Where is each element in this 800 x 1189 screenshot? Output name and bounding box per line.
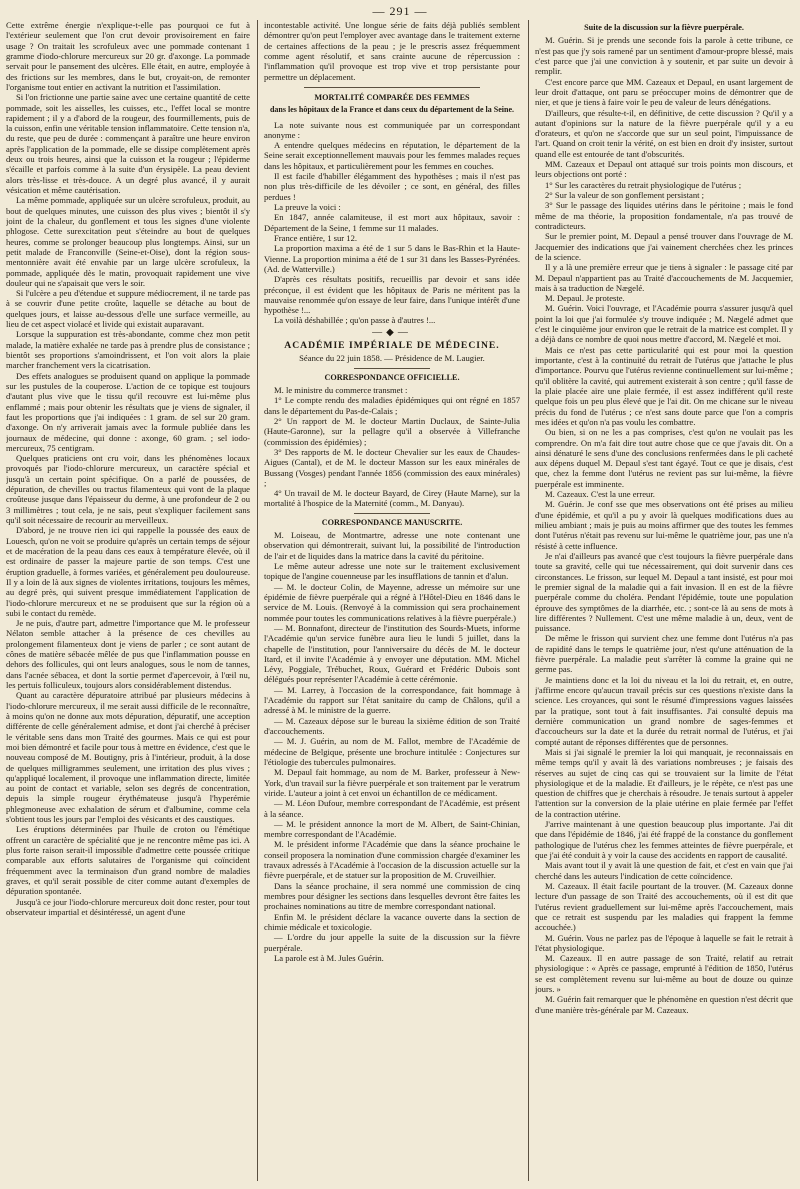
- mortality-paragraph: La proportion maxima a été de 1 sur 5 dans le Bas-Rhin et la Haute-Vienne. La proportion minima a été de 1 sur 31 dans les Basses-Pyrénées. (Ad. de Watterville.): [264, 243, 520, 274]
- discussion-paragraph: M. Guérin. Si je prends une seconde fois la parole à cette tribune, ce n'est pas que j'y sois ramené par un sentiment d'amour-propre blessé, mais c'est parce que j'ai une conviction à y soutenir, et par suite un devoir à remplir.: [535, 35, 793, 77]
- page-number: — 291 —: [372, 4, 428, 18]
- discussion-paragraph: MM. Cazeaux et Depaul ont attaqué sur trois points mon discours, et leurs objections ont porté :: [535, 159, 793, 180]
- article-paragraph: Lorsque la suppuration est très-abondante, comme chez mon petit malade, la matière exhalée ne tarde pas à prendre plus de consistance ; bientôt ses proportions s'amoindrissent, et l'on voit alors la plaie marcher franchement vers la cicatrisation.: [6, 329, 250, 371]
- correspondence-item: — M. J. Guérin, au nom de M. Fallot, membre de l'Académie de médecine de Belgique, présente une brochure intitulée : Conjectures sur l'étiologie des tubercules pulmonaires.: [264, 736, 520, 767]
- discussion-paragraph: M. Depaul. Je proteste.: [545, 293, 625, 304]
- discussion-paragraph: Mais ce n'est pas cette particularité qui est pour moi la question importante, c'est à la continuité du retrait de l'utérus que j'attache le plus d'importance. Pourvu que l'utérus revienne continuellement sur lui-même ; qu'il oblitère la cavité, qui autrement existerait à son centre ; qu'il fasse de la plaie placée aire une plaie fermée, il est assez indifférent qu'il reste quelque fois un peu plus élevé que je l'ai dit. On me chicane sur le niveau précis du fond de l'utérus ; ce n'est sans doute parce que l'on a compris mes idées et qu'on n'a pas voulu les combattre.: [535, 344, 793, 427]
- official-correspondence-heading: CORRESPONDANCE OFFICIELLE.: [324, 372, 460, 382]
- correspondence-item: M. Depaul fait hommage, au nom de M. Barker, professeur à New-York, d'un travail sur la fièvre puerpérale et son traitement par le veratrum viride. L'auteur a joint à cet envoi un échantillon de ce médicament.: [264, 767, 520, 798]
- mortality-paragraph: En 1847, année calamiteuse, il est mort aux hôpitaux, savoir : Département de la Seine, 1 femme sur 11 malades.: [264, 212, 520, 233]
- correspondence-item: Enfin M. le président déclare la vacance ouverte dans la section de chimie médicale et toxicologie.: [264, 911, 520, 932]
- correspondence-item: — M. le président annonce la mort de M. Albert, de Saint-Chinian, membre correspondant de l'Académie.: [264, 818, 520, 840]
- ornament-divider: —◆—: [372, 326, 412, 338]
- correspondence-item: 1° Le compte rendu des maladies épidémiques qui ont régné en 1857 dans le département du Pas-de-Calais ;: [264, 395, 520, 416]
- discussion-paragraph: M. Cazeaux. C'est la une erreur.: [545, 489, 655, 500]
- correspondence-item: — M. Larrey, à l'occasion de la correspondance, fait hommage à l'Académie du rapport sur l'état sanitaire du camp de Châlons, qu'il a adressé à M. le ministre de la guerre.: [264, 684, 520, 716]
- discussion-paragraph: D'ailleurs, que résulte-t-il, en définitive, de cette discussion ? Qu'il y a autant d'opinions sur la nature de la fièvre puerpérale qu'il y a eu d'orateurs, et qu'on ne s'accorde que sur un seul point, l'impuissance de l'art. Quand on croit tenir la vérité, on est bien en droit d'y insister, surtout quand elle est entourée de tant d'obscurités.: [535, 107, 793, 159]
- correspondence-item: M. le président informe l'Académie que dans la séance prochaine le conseil proposera la nomination d'une commission chargée d'examiner les travaux adressés à l'Académie à l'occasion de la discussion actuelle sur la fièvre puerpérale, et de statuer sur la proposition de M. Cruveilhier.: [264, 839, 520, 881]
- session-line: Séance du 22 juin 1858. — Présidence de M. Laugier.: [299, 353, 485, 364]
- discussion-paragraph: M. Guérin. Vous ne parlez pas de l'époque à laquelle se fait le retrait à l'état physiologique.: [535, 932, 793, 953]
- discussion-paragraph: M. Guérin. Voici l'ouvrage, et l'Académie pourra s'assurer jusqu'à quel point la loi que j'ai formulée s'y trouve indiquée ; M. Nægelé admet que c'est le cinquième jour environ que le retrait de la matrice est complet. Il y a déjà dans ce nombre de quoi nous mettre d'accord, M. Nægelé et moi.: [535, 303, 793, 345]
- discussion-paragraph: M. Guérin. Je conf sse que mes observations ont été prises au milieu d'une épidémie, et qu'il a pu y avoir là quelques modifications dues au milieu ambiant ; mais je puis au moins affirmer que des toutes les femmes dont l'utérus n'était pas revenu sur lui-même le quatrième jour, pas une n'a résisté à cette influence.: [535, 499, 793, 551]
- mortality-paragraph: La preuve la voici :: [274, 202, 341, 212]
- article-paragraph: Quant au caractère dépuratoire attribué par plusieurs médecins à l'iodo-chlorure mercureux, il me serait aussi difficile de le reconnaître, à moins qu'on ne donne aux mots dépuration, dépuratif, une acception différente de celle généralement admise, et dont j'ai cherché à préciser le véritable sens dans mon Traité des gourmes. Mais ce qui est pour moi bien démontré et facile pour tous à mettre en évidence, c'est que le nouveau composé de M. Boutigny, pris à l'intérieur, produit, à la dose de quelques milligrammes seulement, une irritation des plus vives ; qu'appliqué localement, il provoque une inflammation directe, limitée au point de contact et variable, selon ses degrés de concentration, depuis la simple rougeur érythémateuse jusqu'à l'hyperémie phlegmoneuse avec exhalation de sérum et d'albumine, comme cela s'obtient tous les jours par l'emploi des vésicants et des caustiques.: [6, 690, 250, 825]
- article-paragraph: incontestable activité. Une longue série de faits déjà publiés semblent démontrer qu'on peut l'employer avec avantage dans le traitement externe de certaines affections de la peau ; je le prescris assez fréquemment comme agent résolutif, et sans crainte aucune de répercussion : l'inflammation qu'il provoque est trop vive et trop persistante pour permettre un déplacement.: [264, 20, 520, 82]
- discussion-paragraph: Il y a là une première erreur que je tiens à signaler : le passage cité par M. Depaul n'appartient pas au Traité d'accouchements de M. Jacquemier, mais à sa traduction de Nægelé.: [535, 262, 793, 293]
- column-2: [264, 20, 520, 1182]
- correspondence-item: — L'ordre du jour appelle la suite de la discussion sur la fièvre puerpérale.: [264, 932, 520, 953]
- correspondence-item: — M. le docteur Colin, de Mayenne, adresse un mémoire sur une épidémie de fièvre puerpérale qui a régné à l'Hôtel-Dieu en 1846 dans le service de M. Louis. (Renvoyé à la commission qui sera prochainement nommée pour toutes les communications relatives à la fièvre puerpérale.): [264, 581, 520, 623]
- column-3: [535, 20, 793, 1182]
- discussion-paragraph: M. Guérin fait remarquer que le phénomène en question n'est décrit que d'une manière très-générale par M. Cazeaux.: [535, 994, 793, 1015]
- article-paragraph: Les éruptions déterminées par l'huile de croton ou l'émétique offrent un caractère de spécialité que je ne rencontre même pas ici. A plus forte raison serait-il impossible d'admettre cette poussée critique comparable aux efforts salutaires de l'organisme qui coïncident fréquemment avec la terminaison d'un grand nombre de maladies graves, et qu'il serait possible de citer comme autant d'exemples de dépuration spontanée.: [6, 824, 250, 897]
- mortality-paragraph: D'après ces résultats positifs, recueillis par devoir et sans idée préconçue, il est évident que les hôpitaux de Paris ne méritent pas la mauvaise renommée qu'on essaye de leur faire, dans l'unique intérêt d'une hypothèse !...: [264, 274, 520, 316]
- correspondence-item: Le même auteur adresse une note sur le traitement exclusivement topique de l'angine couenneuse par les insufflations de tannin et d'alun.: [264, 561, 520, 582]
- correspondence-item: 2° Un rapport de M. le docteur Martin Duclaux, de Sainte-Julia (Haute-Garonne), sur la pellagre qu'il a observée à Villefranche (commission des épidémies) ;: [264, 415, 520, 447]
- article-paragraph: Cette extrême énergie n'explique-t-elle pas pourquoi ce fut à l'extérieur seulement que l'on crut devoir provisoirement en faire usage ? On traitait les scrofuleux avec une pommade contenant 1 gramme d'iodo-chlorure mercureux sur 20 gr. d'axonge. La pommade servait pour le pansement des ulcères. Elle était, en autre, employée à des frictions sur les membres, dans le but, croyait-on, de remonter l'organisme tout entier en activant la nutrition et l'assimilation.: [6, 20, 250, 92]
- mortality-paragraph: La voilà déshabillée ; qu'on passe à d'autres !...: [274, 315, 436, 326]
- mortality-heading: MORTALITÉ COMPARÉE DES FEMMES: [314, 92, 470, 102]
- article-paragraph: Si l'ulcère a peu d'étendue et suppure médiocrement, il ne tarde pas à se couvrir d'une petite croûte, laquelle se détache au bout de quelques jours, et laisse au-dessous d'elle une surface vermeille, au lieu de cet aspect violacé et livide qui existait auparavant.: [6, 288, 250, 330]
- article-paragraph: Si l'on frictionne une partie saine avec une certaine quantité de cette pommade, soit les aisselles, les cuisses, etc., l'effet local se montre rapidement ; il y a d'abord de la rougeur, des fourmillements, puis de la cuisson, enfin une véritable tension inflammatoire. Cette tension n'a, du reste, que peu de durée : commençant à paraître une heure environ après l'application de la pommade, elle se dissipe complètement après deux ou trois heures, ainsi que la cuisson et la rougeur ; l'épiderme s'écaille et parfois comme à la suite d'un érysipèle. La peau devient alors très-lisse et très-douce. A un degré plus avancé, il y aurait vésication et même cautérisation.: [6, 92, 250, 195]
- mortality-paragraph: A entendre quelques médecins en réputation, le département de la Seine serait exceptionnellement mauvais pour les femmes malades reçues dans les hôpitaux, et particulièrement pour les femmes en couches.: [264, 140, 520, 171]
- correspondence-item: M. le ministre du commerce transmet :: [274, 385, 408, 395]
- section-rule: [354, 368, 430, 369]
- manuscript-correspondence-heading: CORRESPONDANCE MANUSCRITE.: [321, 517, 463, 527]
- mortality-paragraph: Il est facile d'habiller élégamment des hypothèses ; mais il n'est pas non plus très-difficile de les dévoiler ; ce sont, en général, des filles perdues !: [264, 171, 520, 202]
- column-divider: [257, 20, 258, 1181]
- discussion-paragraph: 1° Sur les caractères du retrait physiologique de l'utérus ;: [545, 179, 742, 190]
- discussion-paragraph: J'arrive maintenant à une question beaucoup plus importante. J'ai dit que dans l'épidémie de 1846, j'ai été frappé de la constance du gonflement pathologique de l'utérus chez les femmes atteintes de fièvre puerpérale, et que j'ai été conduit à y voir la cause des accidents en rapport de causalité.: [535, 819, 793, 860]
- discussion-paragraph: Mais avant tout il y avait là une question de fait, et c'est en vain que j'ai cherché dans les auteurs l'indication de cette coïncidence.: [535, 860, 793, 881]
- article-paragraph: D'abord, je ne trouve rien ici qui rappelle la poussée des eaux de Louesch, qu'on ne voit se produire qu'après un certain temps de séjour et de macération de la peau dans ces eaux à température élevée, où il est ordinaire de passer la majeure partie de son temps. C'est une éruption graduelle, à formes variées, et généralement peu douloureuse. Il y a loin de là aux signes de violentes irritations, toujours les mêmes, au degré près, qui suivent presque immédiatement l'application de l'iodo-chlorure mercureux et ne se produisent que sur la région où a subi le contact du remède.: [6, 525, 250, 618]
- column-1: [6, 20, 250, 1182]
- discussion-paragraph: Sur le premier point, M. Depaul a pensé trouver dans l'ouvrage de M. Jacquemier des indications que j'ai vainement cherchées chez les princes de la science.: [535, 231, 793, 262]
- section-rule: [304, 87, 480, 88]
- discussion-paragraph: M. Cazeaux. Il en autre passage de son Traité, relatif au retrait physiologique : « Après ce passage, emprunté à l'édition de 1850, l'utérus se est complètement revenu sur lui-même au bout de douze ou quinze jours. »: [535, 953, 793, 995]
- correspondence-item: La parole est à M. Jules Guérin.: [274, 952, 384, 963]
- section-rule: [354, 513, 430, 514]
- correspondence-item: — M. Bonnafont, directeur de l'institution des Sourds-Muets, informe l'Académie qu'un service funèbre aura lieu le lundi 5 juillet, dans la chapelle de l'institution, pour l'anniversaire du décès de M. le docteur Itard, et il invite l'Académie à y envoyer une députation. MM. Michel Lévy, Poggiale, Trébuchet, Roux, Guérard et Frédéric Dubois sont délégués pour représenter l'Académie à cette cérémonie.: [264, 622, 520, 685]
- discussion-paragraph: Ou bien, si on ne les a pas comprises, c'est qu'on ne voulait pas les comprendre. On m'a fait dire tout autre chose que ce que j'avais dit. On a ainsi dénaturé le sens d'une des conclusions renfermées dans le pli cacheté aux dépens duquel M. Depaul s'est tant égayé. Tout ce que je disais, c'est que, chez la femme dont l'utérus ne revient pas sur lui-même, la fièvre puerpérale est imminente.: [535, 427, 793, 489]
- article-paragraph: Des effets analogues se produisent quand on applique la pommade sur les pustules de la couperose. L'action de ce topique est toujours d'autant plus vive que le tissu qu'il recouvre est lui-même plus enflammé ; mais pour obtenir les résultats que je viens de signaler, il faut les proportions que j'ai indiquées : 1 gram. de sel sur 20 gram. d'axonge. On n'y arriverait jamais avec la formule publiée dans les journaux de médecine, qui donne : axonge, 60 gram. ; sel iodo-mercureux, 75 centigram.: [6, 370, 250, 453]
- discussion-paragraph: 3° Sur le passage des liquides utérins dans le péritoine ; mais le fond même de ma théorie, la proposition fondamentale, n'a pas trouvé de contradicteurs.: [535, 200, 793, 231]
- mortality-paragraph: La note suivante nous est communiquée par un correspondant anonyme :: [264, 119, 520, 140]
- discussion-paragraph: M. Cazeaux. Il était facile pourtant de la trouver. (M. Cazeaux donne lecture d'un passage de son Traité des accouchements, où il est dit que l'utérus revient graduellement sur lui-même après l'accouchement, mais que ce retrait est suspendu par les maladies qui frappent la femme accouchée.): [535, 880, 793, 933]
- correspondence-item: — M. Léon Dufour, membre correspondant de l'Académie, est présent à la séance.: [264, 798, 520, 819]
- mortality-subheading: dans les hôpitaux de la France et dans ceux du département de la Seine.: [269, 105, 514, 115]
- article-paragraph: Jusqu'à ce jour l'iodo-chlorure mercureux doit donc rester, pour tout observateur impartial et désintéressé, un agent d'une: [6, 896, 250, 917]
- correspondence-item: — M. Cazeaux dépose sur le bureau la sixième édition de son Traité d'accouchements.: [264, 715, 520, 736]
- discussion-heading: Suite de la discussion sur la fièvre puerpérale.: [584, 23, 744, 32]
- article-paragraph: La même pommade, appliquée sur un ulcère scrofuleux, produit, au bout de quelques minutes, une cuisson des plus vives ; bientôt il s'y joint de la chaleur, du gonflement et tous les signes d'une violente phlogose. Cette surexcitation peut s'éteindre au bout de quelques heures, comme se prolonger beaucoup plus longtemps. Ainsi, sur un petit malade de Franconville (Seine-et-Oise), dont la région sous-mentonnière avait été envahie par un large ulcère scrofuleux, la pommade, appliquée dès le matin, provoquait rapidement une vive douleur qui ne s'apaisait que vers le soir.: [6, 195, 250, 288]
- discussion-paragraph: 2° Sur la valeur de son gonflement persistant ;: [545, 190, 705, 200]
- correspondence-item: 4° Un travail de M. le docteur Bayard, de Cirey (Haute Marne), sur la mortalité à l'hospice de la Maternité (comm., M. Danyau).: [264, 488, 520, 509]
- discussion-paragraph: Je maintiens donc et la loi du niveau et la loi du retrait, et, en outre, j'affirme encore qu'aucun travail précis sur ces questions n'existe dans la science. Les croyances, qui sont le résumé d'impressions vagues laissées par la pratique, sont tout à fait insuffisantes. J'ai consulté depuis ma dernière communication un grand nombre de sages-femmes et d'accoucheurs sur la date et la durée du retrait normal de l'utérus, et j'ai compté autant de réponses différentes que de personnes.: [535, 674, 793, 747]
- mortality-paragraph: France entière, 1 sur 12.: [274, 232, 358, 243]
- correspondence-item: 3° Des rapports de M. le docteur Chevalier sur les eaux de Chaudes-Aigues (Cantal), et de M. le docteur Masson sur les eaux minérales de Bussang (Vosges) pendant l'année 1856 (commission des eaux minérales) ;: [264, 446, 520, 488]
- discussion-paragraph: Mais si j'ai signalé le premier la loi qui manquait, je reconnaissais en même temps qu'il y avait là des variations nombreuses ; je faisais des réserves au sujet de cinq cas qui se trouvaient sur la limite de l'état physiologique et de la maladie. Et d'ailleurs, je le répète, ce n'est pas une question de chiffres que je cherchais à résoudre. Je tenais surtout à appeler l'attention sur la conversion de la plaie utérine en plaie fermée par l'effet de la contraction utérine.: [535, 746, 793, 819]
- column-divider: [528, 20, 529, 1181]
- correspondence-item: Dans la séance prochaine, il sera nommé une commission de cinq membres pour désigner les sections dans lesquelles devront être faites les prochaines nominations au titre de membre correspondant national.: [264, 880, 520, 912]
- article-paragraph: Je ne puis, d'autre part, admettre l'importance que M. le professeur Nélaton semble attacher à la présence de ces chevilles au prolongement filamenteux dont je viens de parler ; ce sont autant de cônes de matière sébacée mêlée de pus que l'inflammation pousse en dehors des follicules, qui ont leurs analogues, sous le nom de tannes, dans l'acnée sébacea, et dont la sortie permet d'apercevoir, à l'œil nu, les pertuis folliculeux, toujours alors considérablement distendus.: [6, 618, 250, 690]
- academy-heading: ACADÉMIE IMPÉRIALE DE MÉDECINE.: [284, 340, 500, 352]
- discussion-paragraph: C'est encore parce que MM. Cazeaux et Depaul, en usant largement de leur droit d'attaque, ont paru se préoccuper moins de démontrer que de nier, et que je tiens à faire voir le peu de valeur de leurs dénégations.: [535, 76, 793, 108]
- article-paragraph: Quelques praticiens ont cru voir, dans les phénomènes locaux provoqués par l'iodo-chlorure mercureux, un caractère spécial et jusqu'à un certain point spécifique. On a parlé de poussées, de dépuration, de chevilles ou tractus filamenteux qui vont de la plaque croûteuse jusque dans l'épaisseur du derme, à une profondeur de 2 ou 3 millimètres ; tout cela, je ne sais, peut s'expliquer facilement sans qu'il soit nécessaire de recourir au merveilleux.: [6, 453, 250, 525]
- correspondence-item: M. Loiseau, de Montmartre, adresse une note contenant une observation qui démontrerait, suivant lui, la possibilité de l'introduction de l'air et de liquides dans la matrice dans la cavité du péritoine.: [264, 530, 520, 561]
- discussion-paragraph: De même le frisson qui survient chez une femme dont l'utérus n'a pas de rapidité dans le temps le quatrième jour, n'est qu'une atténuation de la fièvre puerpérale. La maladie peut s'arrêter là comme la graine qui ne germe pas.: [535, 633, 793, 675]
- discussion-paragraph: Je n'ai d'ailleurs pas avancé que c'est toujours la fièvre puerpérale dans toute sa gravité, celle qui tue nécessairement, qui doit survenir dans ces circonstances. Le frisson, sur lequel M. Depaul a tant insisté, est pour moi le premier signal de la maladie qui a fait invasion. Il en est de la fièvre puerpérale comme du choléra. Pendant l'épidémie, toute une population éprouve des symptômes de la diarrhée, etc. ; sont-ce là au sens de mots à lire différentes ? Nullement. C'est une même maladie à un, deux, vent de puissance.: [535, 550, 793, 634]
